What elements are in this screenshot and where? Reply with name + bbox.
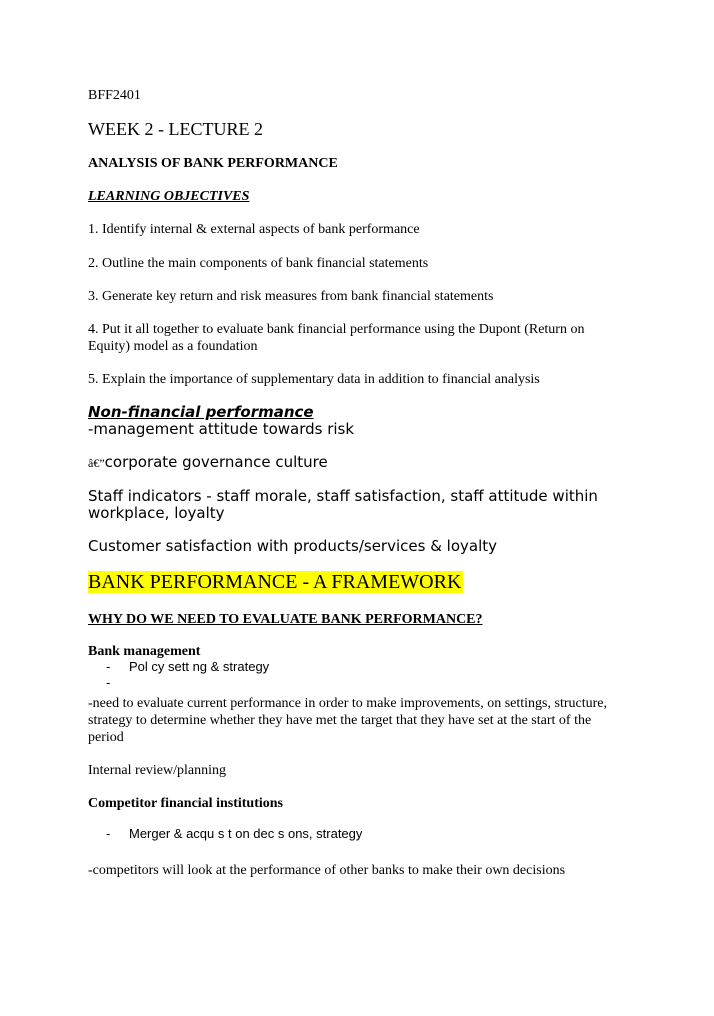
nonfinancial-line-customer: Customer satisfaction with products/services & loyalty xyxy=(88,537,497,555)
mojibake-prefix: â€” xyxy=(88,456,105,470)
nonfinancial-line-staff: Staff indicators - staff morale, staff satisfaction, staff attitude within workplace, loyalty xyxy=(88,487,598,522)
course-code: BFF2401 xyxy=(88,88,141,103)
framework-heading: BANK PERFORMANCE - A FRAMEWORK xyxy=(88,571,462,593)
objective-1: 1. Identify internal & external aspects of bank performance xyxy=(88,222,420,237)
competitor-heading: Competitor financial institutions xyxy=(88,796,283,811)
bank-management-heading: Bank management xyxy=(88,644,201,659)
objective-2: 2. Outline the main components of bank financial statements xyxy=(88,256,429,271)
bullet-dash: - xyxy=(106,826,111,841)
internal-review-text: Internal review/planning xyxy=(88,763,227,778)
bank-management-bullet-1 xyxy=(106,659,269,674)
nonfinancial-line-risk: -management attitude towards risk xyxy=(88,420,355,438)
why-heading: WHY DO WE NEED TO EVALUATE BANK PERFORMANCE? xyxy=(88,612,483,627)
bullet-dash: - xyxy=(106,675,111,690)
framework-heading-wrap xyxy=(88,570,463,594)
bank-management-bullet-2 xyxy=(106,675,129,690)
objective-5: 5. Explain the importance of supplementary data in addition to financial analysis xyxy=(88,372,540,387)
learning-objectives-heading: LEARNING OBJECTIVES xyxy=(88,189,250,204)
competitor-paragraph: -competitors will look at the performance of other banks to make their own decisions xyxy=(88,863,566,878)
objective-3: 3. Generate key return and risk measures from bank financial statements xyxy=(88,289,494,304)
nonfinancial-heading: Non-financial performance xyxy=(88,403,314,421)
governance-text: corporate governance culture xyxy=(104,453,328,471)
nonfinancial-line-governance xyxy=(88,454,328,472)
bullet-text: Merger & acqu s t on dec s ons, strategy xyxy=(129,826,363,841)
week-title: WEEK 2 - LECTURE 2 xyxy=(88,119,263,139)
bullet-text: Pol cy sett ng & strategy xyxy=(129,659,270,674)
bank-management-paragraph: -need to evaluate current performance in order to make improvements, on settings, structure, strategy to determine whether they have met the target that they have set at the start of the period xyxy=(88,696,607,745)
bullet-dash: - xyxy=(106,659,111,674)
main-heading: ANALYSIS OF BANK PERFORMANCE xyxy=(88,156,338,171)
objective-4: 4. Put it all together to evaluate bank financial performance using the Dupont (Return on Equity) model as a foundation xyxy=(88,322,585,354)
competitor-bullet-1 xyxy=(106,826,362,841)
